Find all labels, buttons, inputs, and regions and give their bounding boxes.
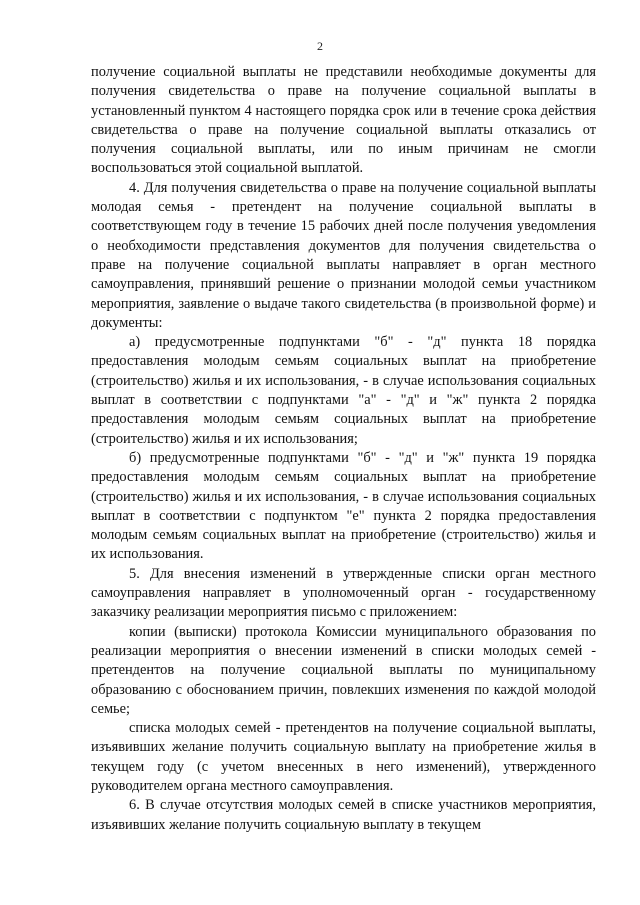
paragraph: копии (выписки) протокола Комиссии муниципального образования по реализации мероприятия о внесении изменений в списки молодых семей - претендентов на получение социальной выплаты по муниципальному образованию с обоснованием причин, повлекших изменения по каждой молодой семье; [91,623,596,717]
paragraph: 6. В случае отсутствия молодых семей в списке участников мероприятия, изъявивших желание получить социальную выплату в текущем [91,797,596,833]
paragraph: получение социальной выплаты не представили необходимые документы для получения свидетельства о праве на получение социальной выплаты в установленный пунктом 4 настоящего порядка срок или в течение срока действия свидетельства о праве на получение социальной выплаты отказались от получения социальной выплаты, или по иным причинам не смогли воспользоваться этой социальной выплатой. [91,64,596,177]
paragraph: 4. Для получения свидетельства о праве на получение социальной выплаты молодая семья - претендент на получение социальной выплаты в соответствующем году в течение 15 рабочих дней после получения уведомления о необходимости представления документов для получения свидетельства о праве на получение социальной выплаты направляет в орган местного самоуправления, принявший решение о признании молодой семьи участником мероприятия, заявление о выдаче такого свидетельства (в произвольной форме) и документы: [91,179,596,331]
paragraph: б) предусмотренные подпунктами "б" - "д" и "ж" пункта 19 порядка предоставления молодым семьям социальных выплат на приобретение (строительство) жилья и их использования, - в случае использования социальных выплат в соответствии с подпунктом "е" пункта 2 порядка предоставления молодым семьям социальных выплат на приобретение (строительство) жилья и их использования. [91,449,596,563]
document-body [91,63,596,835]
paragraph: 5. Для внесения изменений в утвержденные списки орган местного самоуправления направляет в уполномоченный орган - государственному заказчику реализации мероприятия письмо с приложением: [91,565,596,621]
paragraph: а) предусмотренные подпунктами "б" - "д" пункта 18 порядка предоставления молодым семьям социальных выплат на приобретение (строительство) жилья и их использования, - в случае использования социальных выплат в соответствии с подпунктами "а" - "д" и "ж" пункта 2 порядка предоставления молодым семьям социальных выплат на приобретение (строительство) жилья и их использования; [91,334,596,447]
page-number: 2 [317,39,323,53]
paragraph: списка молодых семей - претендентов на получение социальной выплаты, изъявивших желание получить социальную выплату на приобретение жилья в текущем году (с учетом внесенных в него изменений), утвержденного руководителем органа местного самоуправления. [91,720,596,794]
